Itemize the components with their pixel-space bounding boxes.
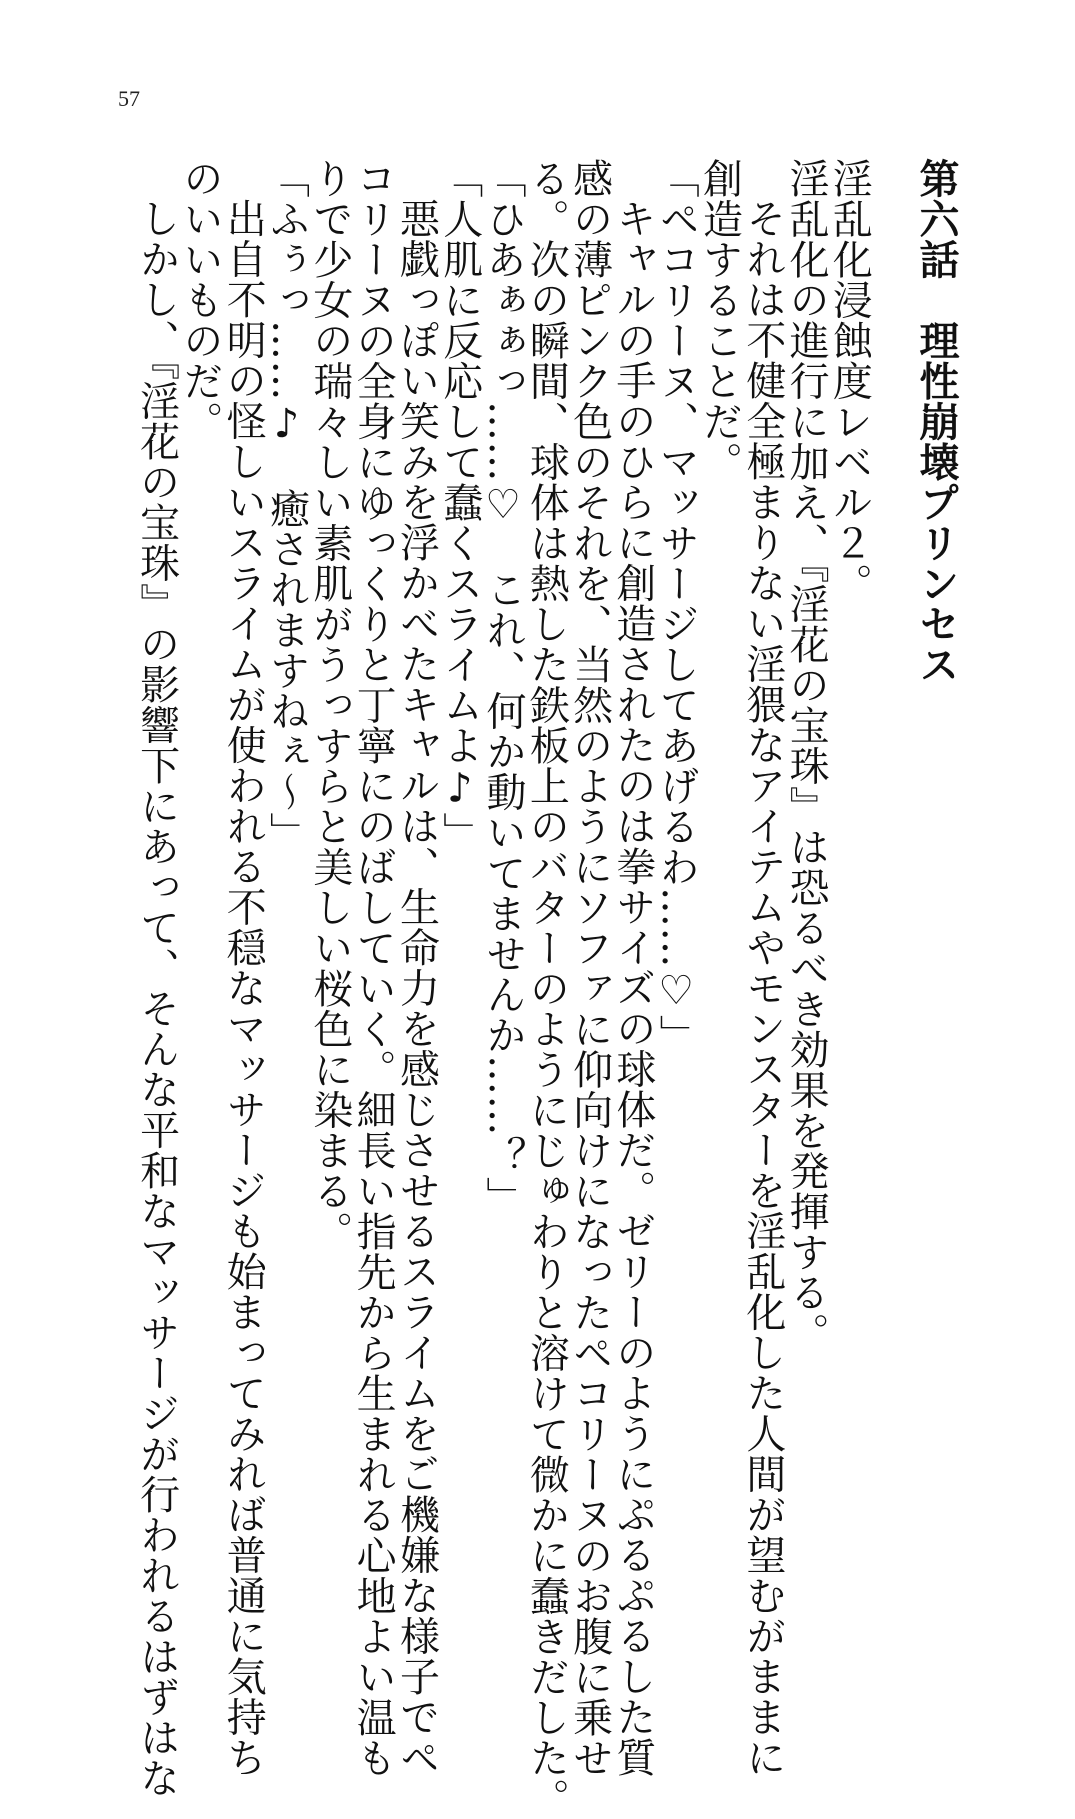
chapter-title: 第六話 理性崩壊プリンセス bbox=[913, 158, 959, 685]
body-text bbox=[133, 158, 959, 1819]
text-line: 出自不明の怪しいスライムが使われる不穏なマッサージも始まってみれば普通に気持ち bbox=[220, 198, 267, 1778]
text-line: る。次の瞬間、球体は熱した鉄板上のバターのようにじゅわりと溶けて微かに蠢きだした。 bbox=[523, 158, 570, 1819]
text-line: 創造することだ。 bbox=[696, 158, 743, 482]
text-line: 「ふぅっ……♪ 癒されますねぇ～」 bbox=[263, 158, 310, 853]
text-line: 淫乱化の進行に加え、『淫花の宝珠』は恐るべき効果を発揮する。 bbox=[783, 158, 830, 1353]
text-line: のいいものだ。 bbox=[176, 158, 223, 442]
text-line: それは不健全極まりない淫猥なアイテムやモンスターを淫乱化した人間が望むがままに bbox=[739, 198, 786, 1778]
text-line: りで少女の瑞々しい素肌がうっすらと美しい桜色に染まる。 bbox=[306, 158, 353, 1252]
text-line: キャルの手のひらに創造されたのは拳サイズの球体だ。ゼリーのようにぷるぷるした質 bbox=[609, 198, 656, 1778]
text-line: 「ひあぁぁっ……♡ これ、何か動いてませんか……？」 bbox=[480, 158, 527, 1217]
page-number: 57 bbox=[118, 86, 140, 111]
text-line: コリーヌの全身にゆっくりと丁寧にのばしていく。細長い指先から生まれる心地よい温も bbox=[350, 158, 397, 1778]
text-line: 「ペコリーヌ、マッサージしてあげるわ……♡」 bbox=[653, 158, 700, 1055]
text-line: しかし、『淫花の宝珠』の影響下にあって、そんな平和なマッサージが行われるはずはな bbox=[133, 198, 180, 1798]
text-line: 感の薄ピンク色のそれを、当然のようにソファに仰向けになったペコリーヌのお腹に乗せ bbox=[566, 158, 613, 1778]
text-line: 悪戯っぽい笑みを浮かべたキャルは、生命力を感じさせるスライムをご機嫌な様子でペ bbox=[393, 198, 440, 1778]
text-line: 「人肌に反応して蠢くスライムよ♪」 bbox=[436, 158, 483, 853]
text-line: 淫乱化浸蝕度レベル２。 bbox=[826, 158, 873, 604]
